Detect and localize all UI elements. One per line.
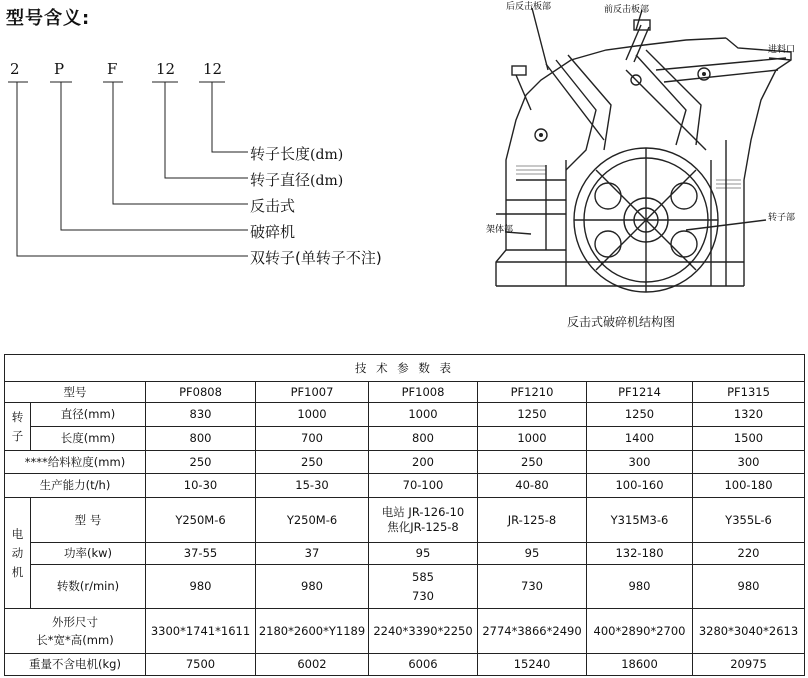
table-row	[5, 474, 805, 498]
code-char-2: P	[54, 60, 65, 78]
table-cell: 1000	[369, 403, 478, 427]
table-cell: 100-180	[693, 474, 805, 498]
table-cell: 300	[587, 451, 693, 474]
model-cell: PF0808	[146, 382, 256, 403]
code-char-4: 12	[156, 60, 176, 78]
table-row	[5, 451, 805, 474]
label-rotor: 转子部	[768, 213, 796, 223]
table-cell: 800	[146, 427, 256, 451]
table-title: 技 术 参 数 表	[5, 355, 805, 382]
table-cell: 800	[369, 427, 478, 451]
table-cell: 1250	[587, 403, 693, 427]
label-crusher: 破碎机	[250, 223, 296, 241]
table-cell: 3300*1741*1611	[146, 609, 256, 654]
table-cell: 95	[478, 543, 587, 565]
code-char-5: 12	[203, 60, 223, 78]
table-cell: 15-30	[256, 474, 369, 498]
table-cell: 95	[369, 543, 478, 565]
row-label: 生产能力(t/h)	[5, 474, 146, 498]
table-cell: 2240*3390*2250	[369, 609, 478, 654]
model-cell: PF1210	[478, 382, 587, 403]
table-row	[5, 498, 805, 543]
table-cell: 1250	[478, 403, 587, 427]
table-row	[5, 654, 805, 676]
table-cell: 200	[369, 451, 478, 474]
table-cell: 132-180	[587, 543, 693, 565]
table-cell: 250	[256, 451, 369, 474]
crusher-structure-diagram	[486, 0, 806, 300]
table-cell: 100-160	[587, 474, 693, 498]
table-row	[5, 609, 805, 654]
table-cell: 220	[693, 543, 805, 565]
code-char-1: 2	[10, 60, 20, 78]
table-cell: 700	[256, 427, 369, 451]
row-label: 长度(mm)	[31, 427, 146, 451]
table-cell: 1500	[693, 427, 805, 451]
header-label: 型号	[5, 382, 146, 403]
table-cell: 2180*2600*Y1189	[256, 609, 369, 654]
model-cell: PF1214	[587, 382, 693, 403]
row-label: 外形尺寸 长*宽*高(mm)	[5, 609, 146, 654]
model-cell: PF1008	[369, 382, 478, 403]
row-label: 型 号	[31, 498, 146, 543]
table-cell: 1400	[587, 427, 693, 451]
table-cell: 7500	[146, 654, 256, 676]
code-connector-lines	[0, 0, 260, 270]
table-cell: 1000	[478, 427, 587, 451]
table-cell: 10-30	[146, 474, 256, 498]
table-cell: 980	[146, 565, 256, 609]
table-row	[5, 543, 805, 565]
table-cell: 6006	[369, 654, 478, 676]
table-cell: 830	[146, 403, 256, 427]
model-meaning-title: 型号含义:	[6, 8, 91, 29]
diagram-caption: 反击式破碎机结构图	[567, 315, 676, 329]
row-label: 功率(kw)	[31, 543, 146, 565]
table-row	[5, 382, 805, 403]
table-cell: 3280*3040*2613	[693, 609, 805, 654]
table-cell: Y355L-6	[693, 498, 805, 543]
label-frame: 架体部	[486, 225, 514, 235]
table-cell: 37-55	[146, 543, 256, 565]
row-label: 直径(mm)	[31, 403, 146, 427]
table-cell: 40-80	[478, 474, 587, 498]
table-row	[5, 565, 805, 609]
table-cell: JR-125-8	[478, 498, 587, 543]
label-double-rotor: 双转子(单转子不注)	[250, 249, 382, 267]
table-cell: 6002	[256, 654, 369, 676]
table-cell: 300	[693, 451, 805, 474]
model-cell: PF1007	[256, 382, 369, 403]
label-rear-plate: 后反击板部	[506, 2, 552, 12]
table-cell: 电站 JR-126-10 焦化JR-125-8	[369, 498, 478, 543]
table-cell: 20975	[693, 654, 805, 676]
table-cell: Y315M3-6	[587, 498, 693, 543]
rotor-group-label: 转 子	[5, 403, 31, 451]
table-cell: 250	[146, 451, 256, 474]
table-cell: 37	[256, 543, 369, 565]
table-cell: 18600	[587, 654, 693, 676]
table-cell: 980	[256, 565, 369, 609]
table-cell: 1000	[256, 403, 369, 427]
label-front-plate: 前反击板部	[604, 5, 650, 15]
table-cell: 400*2890*2700	[587, 609, 693, 654]
table-row	[5, 427, 805, 451]
table-cell: 250	[478, 451, 587, 474]
table-cell: 1320	[693, 403, 805, 427]
table-cell: 980	[693, 565, 805, 609]
row-label: 转数(r/min)	[31, 565, 146, 609]
spec-table	[4, 354, 805, 676]
table-cell: 585 730	[369, 565, 478, 609]
code-char-3: F	[107, 60, 118, 78]
label-feed-inlet: 进料口	[768, 45, 796, 55]
table-cell: 15240	[478, 654, 587, 676]
table-cell: 730	[478, 565, 587, 609]
table-row	[5, 403, 805, 427]
table-cell: Y250M-6	[256, 498, 369, 543]
row-label: 重量不含电机(kg)	[5, 654, 146, 676]
motor-group-label: 电 动 机	[5, 498, 31, 609]
table-cell: 2774*3866*2490	[478, 609, 587, 654]
table-cell: 70-100	[369, 474, 478, 498]
label-rotor-diameter: 转子直径(dm)	[250, 171, 344, 189]
label-rotor-length: 转子长度(dm)	[250, 145, 344, 163]
table-cell: 980	[587, 565, 693, 609]
row-label: ****给料粒度(mm)	[5, 451, 146, 474]
label-impact-type: 反击式	[250, 197, 296, 215]
model-cell: PF1315	[693, 382, 805, 403]
table-cell: Y250M-6	[146, 498, 256, 543]
